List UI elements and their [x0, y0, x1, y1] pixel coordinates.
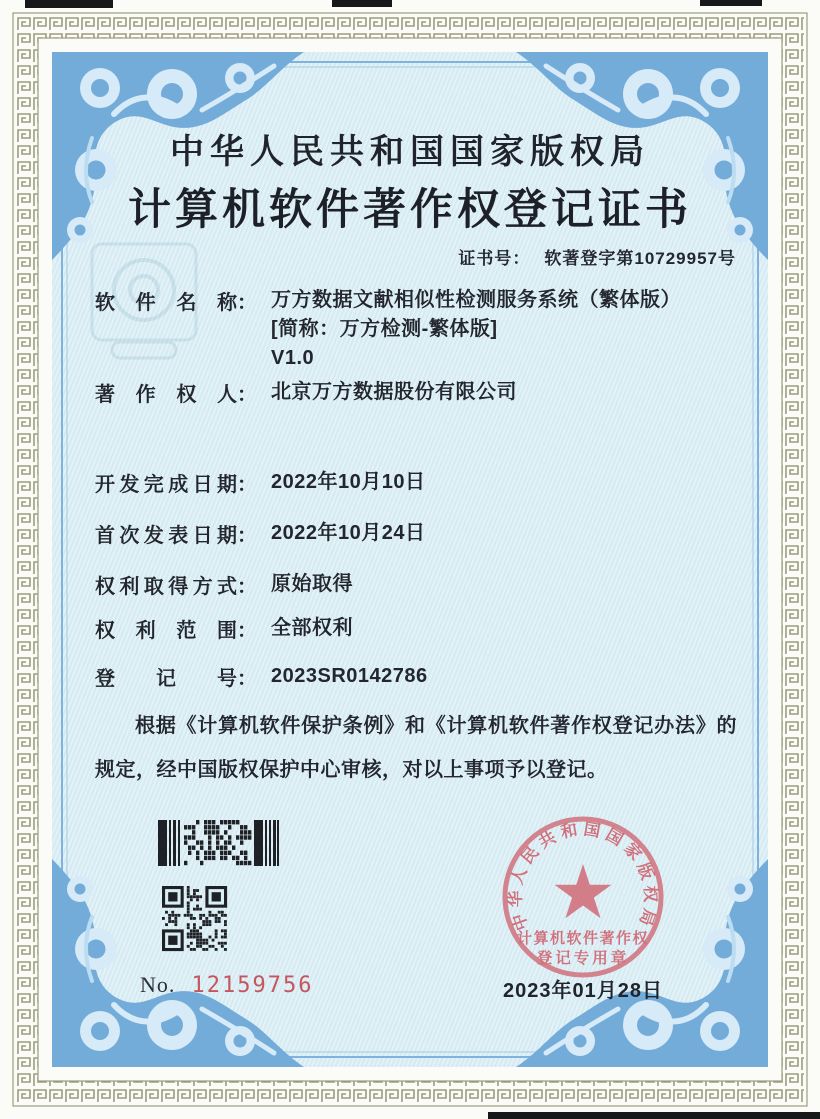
certificate-title: 计算机软件著作权登记证书: [128, 187, 692, 234]
scan-artifact: [700, 0, 762, 6]
scan-artifact: [332, 0, 392, 7]
registration-statement: 根据《计算机软件保护条例》和《计算机软件著作权登记办法》的规定，经中国版权保护中心审核，对以上事项予以登记。: [95, 715, 737, 781]
field-label: 登记号: [95, 668, 237, 690]
serial-number: 12159756: [191, 973, 314, 998]
field-label: 首次发表日期: [95, 525, 237, 547]
field-value: 万方数据文献相似性检测服务系统（繁体版） [简称：万方检测-繁体版] V1.0: [271, 289, 681, 369]
serial-number-line: [140, 972, 313, 998]
field-first-publish-date: 首次发表日期 ： 2022年10月24日: [95, 519, 425, 548]
certificate-number-label: 证书号：: [458, 249, 531, 268]
scan-artifact: [25, 0, 113, 8]
field-label: 开发完成日期: [95, 474, 237, 496]
serial-prefix: No.: [140, 972, 176, 997]
seal-inner-line1: 计算机软件著作权: [516, 930, 650, 947]
field-dev-complete-date: 开发完成日期 ： 2022年10月10日: [95, 468, 425, 497]
official-seal: [498, 812, 668, 982]
field-value: 2022年10月24日: [271, 522, 426, 544]
certificate-number-value: 软著登字第10729957号: [544, 249, 736, 268]
field-registration-number: 登记号 ： 2023SR0142786: [95, 662, 428, 691]
field-label: 软件名称: [95, 292, 237, 314]
field-rights-acquisition: 权利取得方式 ： 原始取得: [95, 570, 353, 599]
field-copyright-owner: 著作权人 ： 北京万方数据股份有限公司: [95, 378, 517, 407]
field-value: 2022年10月10日: [271, 471, 426, 493]
scan-artifact: [488, 1112, 820, 1119]
star-icon: [555, 864, 612, 918]
authority-title: 中华人民共和国国家版权局: [170, 134, 650, 171]
seal-inner-line2: 登记专用章: [536, 950, 630, 967]
field-value: 2023SR0142786: [271, 665, 428, 687]
field-value: 北京万方数据股份有限公司: [271, 381, 517, 403]
issue-date: 2023年01月28日: [503, 980, 663, 1002]
certificate-number-line: [458, 244, 736, 269]
field-software-name: 软件名称 ： 万方数据文献相似性检测服务系统（繁体版） [简称：万方检测-繁体版] V1.0: [95, 286, 681, 373]
field-rights-scope: 权利范围 ： 全部权利: [95, 614, 353, 643]
barcode-image: [158, 820, 282, 866]
qr-code-image: [162, 886, 230, 954]
field-label: 著作权人: [95, 384, 237, 406]
field-value: 全部权利: [271, 617, 353, 639]
seal-ring-text: 中华人民共和国国家版权局: [505, 819, 661, 933]
field-value: 原始取得: [271, 573, 353, 595]
field-label: 权利取得方式: [95, 576, 237, 598]
field-label: 权利范围: [95, 620, 237, 642]
